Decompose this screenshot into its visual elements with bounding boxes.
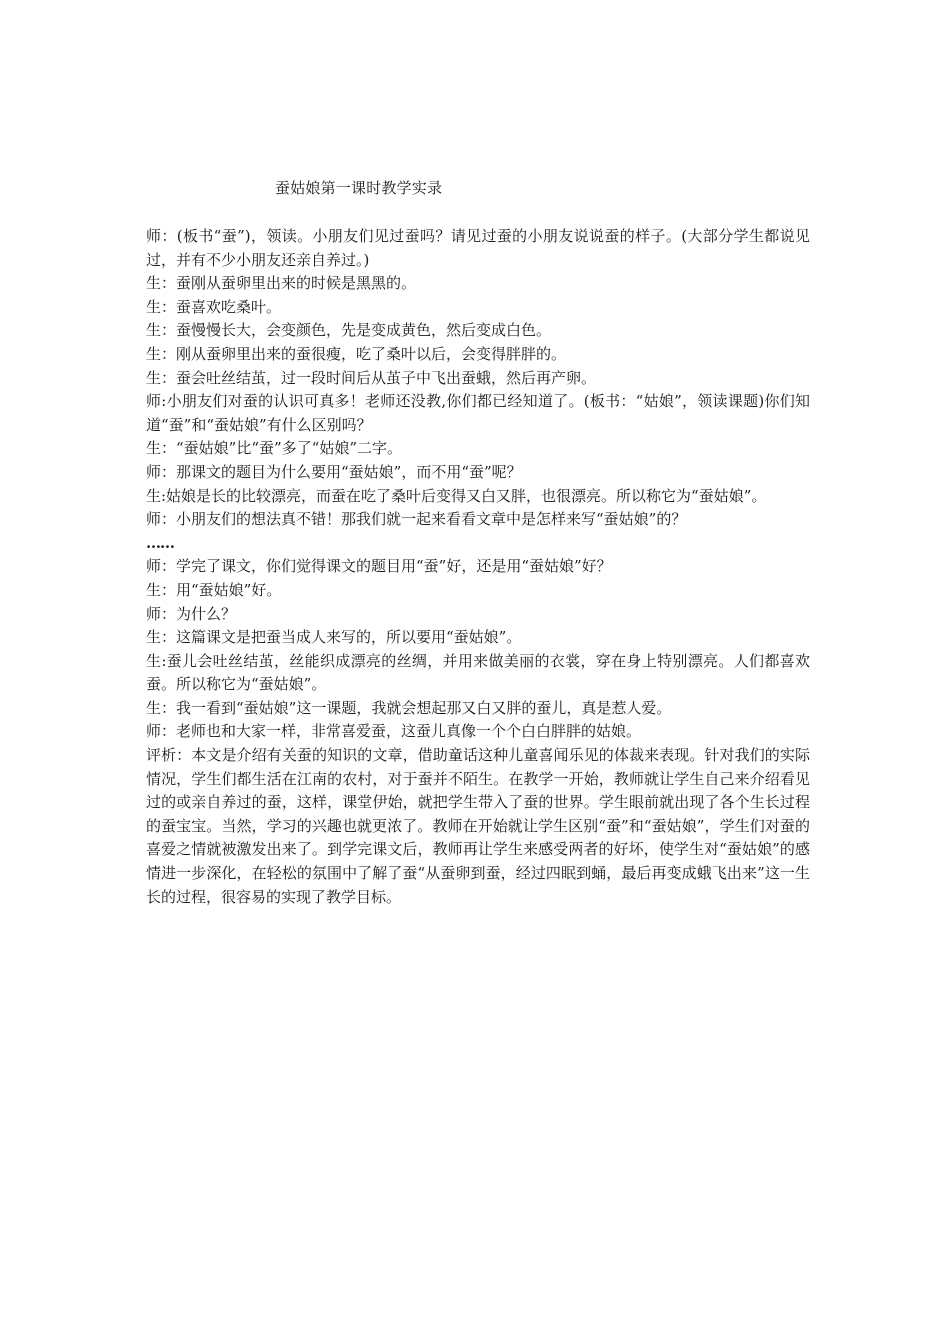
- document-title: 蚕姑娘第一课时教学实录: [275, 179, 443, 197]
- paragraph-student-5: 生：蚕会吐丝结茧，过一段时间后从茧子中飞出蚕蛾，然后再产卵。: [146, 368, 597, 387]
- paragraph-student-9: 生：这篇课文是把蚕当成人来写的，所以要用“蚕姑娘”。: [146, 628, 522, 647]
- paragraph-student-11: 生：我一看到“蚕姑娘”这一课题，我就会想起那又白又胖的蚕儿，真是惹人爱。: [146, 698, 672, 717]
- paragraph-ellipsis: ……: [146, 533, 174, 552]
- paragraph-teacher-3: 师：那课文的题目为什么要用“蚕姑娘”，而不用“蚕”呢？: [146, 462, 522, 481]
- paragraph-commentary: 评析：本文是介绍有关蚕的知识的文章，借助童话这种儿童喜闻乐见的体裁来表现。针对我们的实际情况，学生们都生活在江南的农村，对于蚕并不陌生。在教学一开始，教师就让学生自己来介绍看见过的或亲自养过的蚕，这样，课堂伊始，就把学生带入了蚕的世界。学生眼前就出现了各个生长过程的蚕宝宝。当然，学习的兴趣也就更浓了。教师在开始就让学生区别“蚕”和“蚕姑娘”，学生们对蚕的喜爱之情就被激发出来了。到学完课文后，教师再让学生来感受两者的好坏，使学生对“蚕姑娘”的感情进一步深化，在轻松的氛围中了解了蚕“从蚕卵到蚕，经过四眠到蛹，最后再变成蛾飞出来”这一生长的过程，很容易的实现了教学目标。: [146, 746, 810, 906]
- paragraph-student-7: 生:姑娘是长的比较漂亮，而蚕在吃了桑叶后变得又白又胖，也很漂亮。所以称它为“蚕姑娘”。: [146, 486, 767, 505]
- paragraph-student-10: 生:蚕儿会吐丝结茧，丝能织成漂亮的丝绸，并用来做美丽的衣裳，穿在身上特别漂亮。人们都喜欢蚕。所以称它为“蚕姑娘”。: [146, 651, 810, 694]
- paragraph-student-1: 生：蚕刚从蚕卵里出来的时候是黑黑的。: [146, 274, 417, 293]
- paragraph-teacher-7: 师：老师也和大家一样，非常喜爱蚕，这蚕儿真像一个个白白胖胖的姑娘。: [146, 722, 642, 741]
- paragraph-teacher-6: 师：为什么？: [146, 604, 237, 623]
- paragraph-student-8: 生：用“蚕姑娘”好。: [146, 580, 282, 599]
- paragraph-teacher-4: 师：小朋友们的想法真不错！那我们就一起来看看文章中是怎样来写“蚕姑娘”的？: [146, 510, 687, 529]
- paragraph-teacher-5: 师：学完了课文，你们觉得课文的题目用“蚕”好，还是用“蚕姑娘”好？: [146, 557, 612, 576]
- paragraph-student-3: 生：蚕慢慢长大，会变颜色，先是变成黄色，然后变成白色。: [146, 321, 552, 340]
- paragraph-teacher-2: 师:小朋友们对蚕的认识可真多！老师还没教,你们都已经知道了。(板书：“姑娘”，领读课题)你们知道“蚕”和“蚕姑娘”有什么区别吗？: [146, 392, 810, 434]
- paragraph-intro: 师：(板书“蚕”)，领读。小朋友们见过蚕吗？请见过蚕的小朋友说说蚕的样子。(大部分学生都说见过，并有不少小朋友还亲自养过。): [146, 227, 810, 269]
- paragraph-student-4: 生：刚从蚕卵里出来的蚕很瘦，吃了桑叶以后，会变得胖胖的。: [146, 344, 567, 363]
- paragraph-student-2: 生：蚕喜欢吃桑叶。: [146, 297, 282, 316]
- paragraph-student-6: 生：“蚕姑娘”比“蚕”多了“姑娘”二字。: [146, 439, 403, 458]
- document-body: [146, 225, 810, 909]
